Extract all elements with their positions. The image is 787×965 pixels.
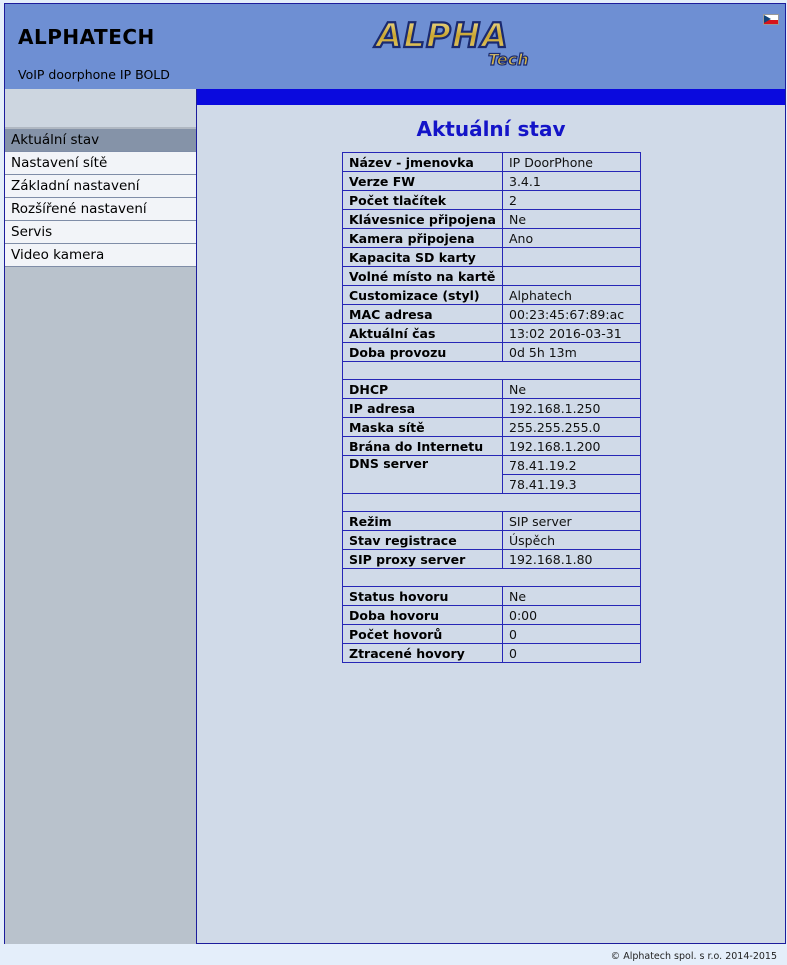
- row-label: Volné místo na kartě: [343, 267, 503, 286]
- table-row: [343, 399, 641, 418]
- row-label: SIP proxy server: [343, 550, 503, 569]
- table-row: [343, 286, 641, 305]
- row-label: Maska sítě: [343, 418, 503, 437]
- row-value: Úspěch: [503, 531, 641, 550]
- row-value: 192.168.1.80: [503, 550, 641, 569]
- sidebar-header-spacer: [5, 89, 196, 129]
- table-row: [343, 644, 641, 663]
- row-value: 0:00: [503, 606, 641, 625]
- row-value: Ne: [503, 210, 641, 229]
- row-value: [503, 248, 641, 267]
- logo-wordmark: ALPHA: [376, 16, 509, 56]
- table-row: [343, 625, 641, 644]
- row-label: Ztracené hovory: [343, 644, 503, 663]
- footer-copyright: © Alphatech spol. s r.o. 2014-2015: [610, 951, 777, 962]
- row-label: IP adresa: [343, 399, 503, 418]
- sidebar-item-1[interactable]: Nastavení sítě: [5, 152, 196, 175]
- row-label: Doba provozu: [343, 343, 503, 362]
- app-title: ALPHATECH: [18, 25, 155, 49]
- row-label: Klávesnice připojena: [343, 210, 503, 229]
- table-row: [343, 456, 641, 475]
- row-value: Ano: [503, 229, 641, 248]
- row-label: Customizace (styl): [343, 286, 503, 305]
- row-label: DHCP: [343, 380, 503, 399]
- table-spacer-row: [343, 494, 641, 512]
- table-row: [343, 380, 641, 399]
- row-value: [503, 267, 641, 286]
- row-value: SIP server: [503, 512, 641, 531]
- spacer-cell: [343, 362, 641, 380]
- table-row: [343, 210, 641, 229]
- row-label: DNS server: [343, 456, 503, 494]
- table-spacer-row: [343, 569, 641, 587]
- table-row: [343, 343, 641, 362]
- row-value: 0: [503, 625, 641, 644]
- row-label: Název - jmenovka: [343, 153, 503, 172]
- row-value: Alphatech: [503, 286, 641, 305]
- main-content: [197, 105, 785, 661]
- table-row: [343, 512, 641, 531]
- table-row: [343, 606, 641, 625]
- row-value: 78.41.19.2: [503, 456, 641, 475]
- row-value: 78.41.19.3: [503, 475, 641, 494]
- row-label: Doba hovoru: [343, 606, 503, 625]
- table-row: [343, 267, 641, 286]
- row-value: 0d 5h 13m: [503, 343, 641, 362]
- table-spacer-row: [343, 362, 641, 380]
- row-value: 2: [503, 191, 641, 210]
- table-row: [343, 172, 641, 191]
- row-value: 0: [503, 644, 641, 663]
- table-row: [343, 305, 641, 324]
- table-row: [343, 437, 641, 456]
- row-label: Status hovoru: [343, 587, 503, 606]
- row-label: Počet hovorů: [343, 625, 503, 644]
- row-value: 255.255.255.0: [503, 418, 641, 437]
- status-table: [342, 152, 641, 663]
- page-frame: [4, 3, 786, 944]
- row-label: Stav registrace: [343, 531, 503, 550]
- row-value: Ne: [503, 380, 641, 399]
- row-value: IP DoorPhone: [503, 153, 641, 172]
- table-row: [343, 418, 641, 437]
- table-row: [343, 587, 641, 606]
- page-title: Aktuální stav: [416, 117, 566, 141]
- table-row: [343, 531, 641, 550]
- sidebar-item-4[interactable]: Servis: [5, 221, 196, 244]
- row-value: 192.168.1.200: [503, 437, 641, 456]
- sidebar-item-5[interactable]: Video kamera: [5, 244, 196, 267]
- accent-bar: [197, 89, 785, 105]
- app-subtitle: VoIP doorphone IP BOLD: [18, 67, 170, 82]
- row-label: Brána do Internetu: [343, 437, 503, 456]
- table-row: [343, 191, 641, 210]
- row-value: 00:23:45:67:89:ac: [503, 305, 641, 324]
- table-row: [343, 324, 641, 343]
- sidebar-item-0[interactable]: Aktuální stav: [5, 129, 196, 152]
- table-row: [343, 550, 641, 569]
- row-label: Kamera připojena: [343, 229, 503, 248]
- row-label: Aktuální čas: [343, 324, 503, 343]
- row-value: 13:02 2016-03-31: [503, 324, 641, 343]
- sidebar-item-2[interactable]: Základní nastavení: [5, 175, 196, 198]
- header: [5, 4, 785, 89]
- row-label: Verze FW: [343, 172, 503, 191]
- row-value: 192.168.1.250: [503, 399, 641, 418]
- czech-flag-icon[interactable]: [763, 14, 779, 25]
- row-value: Ne: [503, 587, 641, 606]
- row-value: 3.4.1: [503, 172, 641, 191]
- spacer-cell: [343, 494, 641, 512]
- row-label: Režim: [343, 512, 503, 531]
- row-label: Kapacita SD karty: [343, 248, 503, 267]
- row-label: Počet tlačítek: [343, 191, 503, 210]
- table-row: [343, 248, 641, 267]
- row-label: MAC adresa: [343, 305, 503, 324]
- table-row: [343, 153, 641, 172]
- sidebar-item-3[interactable]: Rozšířené nastavení: [5, 198, 196, 221]
- sidebar: [5, 89, 197, 944]
- spacer-cell: [343, 569, 641, 587]
- logo-subtext: Tech: [488, 50, 529, 69]
- table-row: [343, 229, 641, 248]
- alphatech-logo: [370, 13, 550, 69]
